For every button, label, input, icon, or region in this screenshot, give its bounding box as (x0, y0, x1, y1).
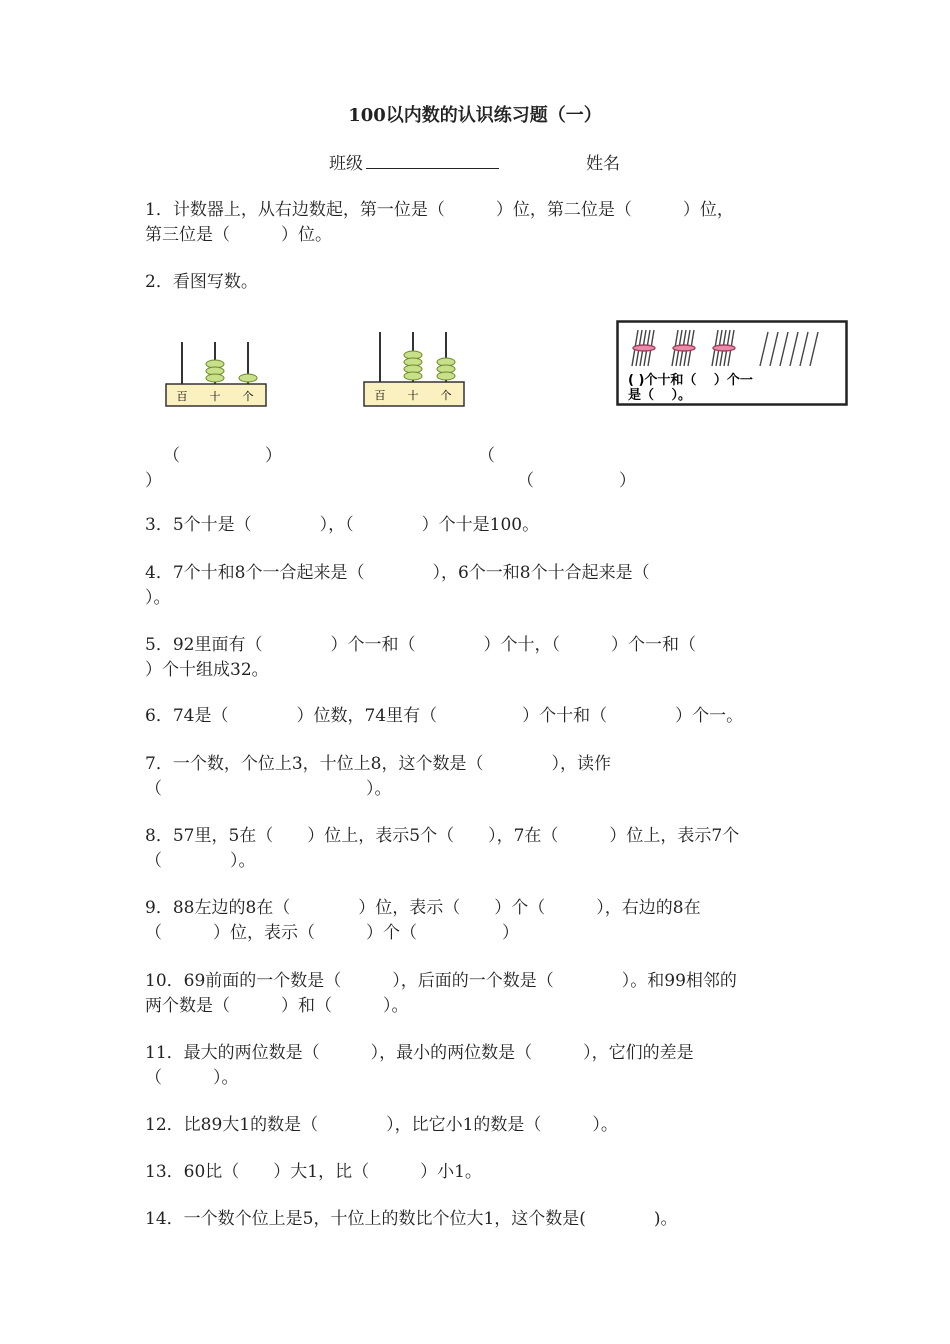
abacus-2-image (358, 328, 473, 413)
question-10-line-2: 两个数是（ ）和（ ）。 (145, 996, 409, 1016)
answer-blank-3[interactable]: （ ） (517, 471, 636, 491)
abacus-2-label-ones: 个 (440, 389, 452, 402)
answer-blank-2-close[interactable]: ） (145, 471, 162, 491)
question-14: 14．一个数个位上是5，十位上的数比个位大1，这个数是( )。 (145, 1209, 678, 1229)
question-1-line-2: 第三位是（ ）位。 (145, 225, 332, 245)
name-label: 姓名 (586, 154, 620, 174)
question-7-line-2: （ ）。 (145, 779, 392, 799)
abacus-2-label-tens: 十 (407, 389, 419, 402)
question-8-line-2: （ ）。 (145, 851, 256, 871)
abacus-1-label-ones: 个 (242, 390, 254, 403)
page-title: 100以内数的认识练习题（一） (348, 105, 602, 126)
question-12: 12．比89大1的数是（ ），比它小1的数是（ ）。 (145, 1115, 618, 1135)
answer-blank-2-open[interactable]: （ (478, 446, 495, 466)
question-7-line-1: 7．一个数，个位上3，十位上8，这个数是（ ），读作 (145, 754, 611, 774)
class-label: 班级 (329, 154, 363, 174)
abacus-1-image (160, 338, 275, 413)
stick-bundle-text-line-2: 是（ ）。 (628, 388, 692, 403)
question-4-line-2: ）。 (145, 588, 171, 608)
question-4-line-1: 4．7个十和8个一合起来是（ ），6个一和8个十合起来是（ (145, 563, 650, 583)
question-8-line-1: 8．57里，5在（ ）位上，表示5个（ ），7在（ ）位上，表示7个 (145, 826, 740, 846)
question-1-line-1: 1．计数器上，从右边数起，第一位是（ ）位，第二位是（ ）位， (145, 200, 734, 220)
question-2: 2．看图写数。 (145, 272, 258, 292)
abacus-2-label-hundreds: 百 (374, 389, 386, 402)
question-5-line-1: 5．92里面有（ ）个一和（ ）个十，（ ）个一和（ (145, 635, 696, 655)
question-11-line-2: （ ）。 (145, 1068, 239, 1088)
answer-blank-1[interactable]: （ ） (163, 446, 282, 466)
abacus-1-label-hundreds: 百 (176, 390, 188, 403)
question-6: 6．74是（ ）位数，74里有（ ）个十和（ ）个一。 (145, 706, 744, 726)
abacus-1-label-tens: 十 (209, 390, 221, 403)
question-9-line-2: （ ）位，表示（ ）个（ ） (145, 923, 519, 943)
question-13: 13．60比（ ）大1，比（ ）小1。 (145, 1162, 482, 1182)
question-10-line-1: 10．69前面的一个数是（ ），后面的一个数是（ ）。和99相邻的 (145, 971, 737, 991)
stick-bundle-text-line-1: ( )个十和（ ）个一 (628, 373, 753, 388)
stick-bundle-image (616, 320, 848, 406)
question-5-line-2: ）个十组成32。 (145, 660, 269, 680)
class-blank[interactable] (366, 168, 499, 169)
question-3: 3．5个十是（ ），（ ）个十是100。 (145, 515, 540, 535)
question-9-line-1: 9．88左边的8在（ ）位，表示（ ）个（ ），右边的8在 (145, 898, 701, 918)
question-11-line-1: 11．最大的两位数是（ ），最小的两位数是（ ），它们的差是 (145, 1043, 694, 1063)
